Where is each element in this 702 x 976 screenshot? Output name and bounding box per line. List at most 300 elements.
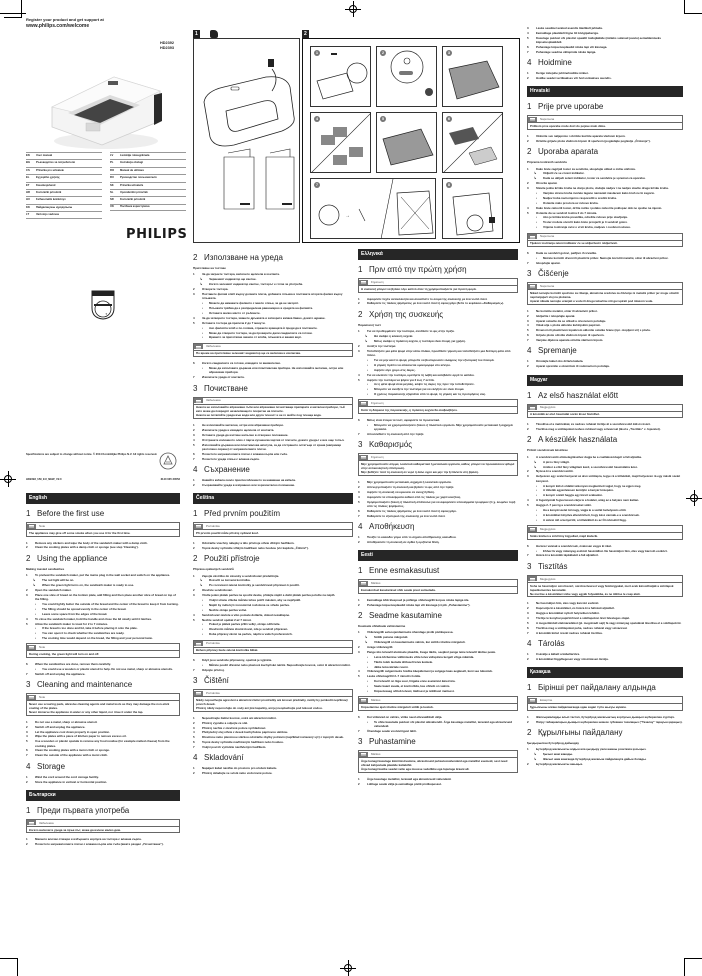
step-item: 2 Hoidke seadet vertikaalses või horisontaalses asendis.: [527, 76, 612, 81]
step-list: [358, 598, 518, 607]
note-box: Забележка Никога не използвайте абразивни гъби или абразивни почистващи препарати и метални прибори, тъй като може да повредят незалепващото покритие на плочите. Никога не потапяйте уреда във вода или друга течност и не го мийте под течаща вода.: [193, 397, 353, 420]
note-icon: [359, 280, 368, 285]
step-list: [193, 541, 353, 550]
language-entry: RO Manual de utilizare: [110, 167, 186, 174]
step-item: 6 Když jsou sendviče připraveny, opatrně je vyjměte.: [193, 658, 272, 663]
step-item: 3 Place one slice of bread on the bottom plate, add filling and then place another slice of bread on top of the filling.: [26, 592, 176, 602]
heading-el-storage: 4 Αποθήκευση: [358, 521, 415, 531]
bullet-item: • You can open it to check whether the sandwiches are ready.: [35, 631, 125, 636]
step-item: 2 Přístroj skladujte ve svislé nebo vodorovné poloze.: [193, 771, 273, 776]
step-list: [193, 361, 353, 379]
step-item: 2 Přístroj vypněte a odpojte ze sítě.: [193, 720, 248, 725]
note-icon: [194, 398, 203, 403]
step-list: [193, 423, 353, 461]
note-icon: [528, 576, 537, 581]
step-item: 6 Ha kész vannak a szendvicsek, óvatosan vegye ki őket.: [527, 543, 612, 548]
bullet-item: • A kenyér szélét hagyja egy kicsit szabadon.: [536, 493, 603, 498]
cover-register-block: [26, 17, 104, 29]
step-list: [527, 26, 683, 54]
heading-cs-before-first-use: 1 Před prvním použitím: [193, 509, 281, 519]
figure-2-box: [302, 38, 520, 243]
step-item: 6 Почистете нагревателните плочи с влажна кърпа или гъба.: [193, 452, 288, 456]
model-1: HD2392: [160, 41, 174, 45]
bullet-item: • Ha a kenyérszelet túl nagy, vágja le a szélét behelyezés előtt.: [536, 508, 627, 512]
subheading: Kuumade võileibade valmistamine: [358, 623, 406, 628]
note-icon: [194, 524, 203, 529]
step-item: 1 Zapojte zástrčku do zásuvky a sendvičovač předehřejte.: [193, 573, 280, 578]
step-item: 1 Махнете всички стикери и избършете корпуса на тостера с влажна кърпа.: [26, 837, 142, 842]
heading-hr-using: 2 Uporaba aparata: [527, 147, 599, 157]
note-box: Märkus Küpsetamise ajal roheline märgutuli süttib ja kustub.: [358, 696, 518, 711]
step-list: [527, 71, 683, 80]
bullet-item: • Можете да намажете филиите с масло отвън, за да не загорят.: [202, 301, 299, 306]
step-item: 1 Ne használjon fém, éles vagy karcoló eszközt.: [527, 601, 600, 606]
step-item: 2 Αποθηκεύστε τη συσκευή σε όρθια ή οριζόντια θέση.: [358, 539, 440, 544]
step-item: 2 Бутерброд жасағышты ашыңыз.: [527, 762, 584, 767]
note-icon: [528, 527, 537, 532]
plug-in-illustration: [311, 47, 371, 107]
figure-1-illustration: [194, 39, 299, 242]
step-item: 6 Kui võileivad on valmis, võtke need ettevaatlikult välja.: [358, 714, 443, 719]
language-entry: EL Εγχειρίδιο χρήσης: [26, 174, 102, 181]
close-lid-illustration: [377, 113, 437, 173]
language-header-english: English: [26, 493, 180, 504]
step-item: 4 Sendvičovač zavřete a víko pomalu dotlačte, dokud nezaklapne.: [193, 612, 290, 617]
bullet-item: • Otevřením můžete zkontrolovat, zda je sendvič připraven.: [202, 627, 289, 632]
heading-hu-cleaning: 3 Tisztítás: [527, 561, 568, 571]
language-header-greek: Ελληνικά: [358, 249, 518, 260]
heading-hr-cleaning: 3 Čišćenje: [527, 269, 569, 279]
bullet-item: • If the bread is too done and lid, take it before placing it onto the plate.: [35, 626, 138, 631]
heading-et-storage: 4 Hoidmine: [527, 58, 572, 68]
registration-mark-left: [0, 471, 16, 487]
heading-using-appliance: 2 Using the appliance: [26, 553, 108, 563]
step-item: 5 Hagyja 2–7 percig a szendvicseket sülni.: [527, 503, 592, 508]
note-icon: [359, 401, 368, 406]
bullet-item: • Μπορείτε να ανοίξετε την τοστιέρα για να ελέγξετε αν είναι έτοιμα.: [367, 387, 465, 392]
step-item: 2 Store the appliance in vertical or horizontal position.: [26, 779, 108, 784]
language-entry: KK Пайдаланушы нұсқаулығы: [26, 204, 102, 211]
heading-hr-before-first-use: 1 Prije prve uporabe: [527, 102, 604, 112]
heading-bg-before-first-use: 1 Преди първата употреба: [26, 805, 130, 815]
step-item: 7 Почистете уреда отвън с влажна кърпа.: [193, 456, 260, 461]
model-numbers: [160, 41, 174, 51]
bullet-item: • Ako je kriška kruha prevelika, odrežite rubove prije stavljanja.: [536, 215, 628, 220]
step-item: 5 Ostavite da se sendvič tostira 2 do 7 minuta.: [527, 210, 598, 215]
step-item: 6 Когато сандвичите са готови, извадете ги внимателно.: [193, 361, 281, 366]
result-item: ↳ Когато зеленият индикатор светне, тостерът е готов за употреба.: [200, 282, 303, 287]
heading-cs-storage: 4 Skladování: [193, 753, 244, 763]
step-list: [26, 541, 180, 550]
step-item: 4 A fogantyúnál fogva lassan zárja le a fedelet, amíg az a helyére nem kattan.: [527, 498, 640, 503]
note-box: Σημείωση Η συσκευή μπορεί να βγάλει λίγο καπνό όταν τη χρησιμοποιήσετε για πρώτη φορά.: [358, 278, 518, 293]
step-item: 4 Αφαιρέστε τα υπολείμματα λαδιού από τις πλάκες με χαρτί κουζίνας.: [358, 494, 462, 499]
note-icon: [194, 641, 203, 646]
result-item: ↳ Süttib punane märgutuli.: [365, 635, 409, 640]
bullet-item: • The filling should be spread evenly in the center of the bread.: [35, 606, 127, 611]
step-item: 1 Ne koristite metalni, oštar ili abrazivni pribor.: [527, 308, 598, 313]
note-icon: [27, 820, 36, 825]
step-item: 3 Hagyja a készüléket nyitott helyzetben lehűlni.: [527, 611, 600, 616]
bullet-item: • Ostavite malo prostora uz rubove kruha.: [536, 200, 599, 205]
language-entry: LV Lietotāja rokasgrāmata: [110, 152, 186, 159]
step-list: [26, 775, 180, 784]
result-item: ↳ Rozsvítí se červená kontrolka.: [200, 578, 251, 583]
language-entry: HU Felhasználói kézikönyv: [26, 196, 102, 203]
step-list: [26, 837, 180, 846]
step-item: 5 Drvenom ili plastičnom lopaticom uklonite ostatke hrane (npr. otopljeni sir) s ploča.: [527, 328, 651, 333]
step-item: 7 Húzza ki a készülék tápkábelét a fali aljzatból.: [527, 553, 599, 558]
preheat-illustration: [443, 47, 503, 107]
figure-panel-1: 1: [310, 46, 371, 107]
step-item: 7 Vnější povrch vyčistěte navlhčeným hadříkem.: [193, 745, 267, 750]
language-entry: SR Korisnički priručnik: [110, 196, 186, 203]
note-icon: [528, 284, 537, 289]
bullet-item: • The cooking time would depend on the bread, the filling and your personal taste.: [35, 636, 153, 641]
step-list: [358, 480, 518, 518]
language-entry: CS Příručka pro uživatele: [26, 167, 102, 174]
figure-label-1: 1: [195, 31, 198, 37]
philips-shield-icon: [91, 290, 115, 320]
step-item: 7 A készülék külső részét nedves ruhával tisztítsa.: [527, 630, 603, 635]
cleaning-illustration: [311, 179, 436, 239]
step-item: 1 Αφαιρέστε τυχόν αυτοκόλλητα και σκουπίστε το σώμα της συσκευής με ένα νωπό πανί.: [358, 296, 488, 301]
bullet-item: • Jätke leiva äärtele ruumi.: [367, 664, 409, 669]
recycle-icon: [158, 451, 178, 471]
step-item: 7 Puhastage seadme välispinda niiske lapiga.: [527, 49, 597, 54]
step-item: 4 Wipe the plates with a piece of kitchen paper to remove excess oil.: [26, 734, 127, 739]
step-item: 3 Přístroj nechte v otevřené poloze vychladnout.: [193, 725, 267, 730]
step-item: 3 Stavite jednu krišku kruha na donju ploču, dodajte nadjev i na nadjev stavite drugu krišku kruha.: [527, 186, 669, 191]
note-box: Märkus Ärge kunagi kasutage küürimisšvamme, abrasiivseid puhastusvahendeid ega metallist esemeid, sest need võivad kahjustada plaatide kattekihti. Ärge kunagi kastke seadet vette ega muusse vedelikku ega loputage kraani all.: [358, 750, 518, 773]
step-item: 1 За да загреете тостера, включете щепсела в контакта.: [193, 272, 280, 277]
step-item: 7 Изключете уреда от контакта.: [193, 375, 245, 380]
step-item: 6 Topné desky vyčistěte navlhčeným hadříkem nebo houbou.: [193, 740, 284, 745]
step-item: 5 Use a wooden or plastic spatula to remove any food residue (for example melted cheese) from the cooking plates.: [26, 739, 170, 748]
figure-panel-5: 5: [376, 112, 437, 173]
step-item: 4 За да затворите тостера, хванете дръжката и затворете капака бавно, докато щракне.: [193, 315, 326, 320]
step-list: [358, 630, 518, 693]
step-item: 4 Přebytečný olej otřete z desek kuchyňskou papírovou utěrkou.: [193, 730, 289, 735]
language-entry: LT Vartotojo vadovas: [26, 211, 102, 218]
heading-et-cleaning: 3 Puhastamine: [358, 737, 416, 747]
step-item: 6 Kada su sendviči gotovi, pažljivo ih izvadite.: [527, 251, 597, 256]
step-list: [527, 251, 683, 265]
note-box: Poznámka Při prvním použití může přístroj vydávat kouř.: [193, 522, 353, 537]
subheading: Making toasted sandwiches: [26, 566, 65, 571]
step-list: [527, 715, 683, 724]
step-item: 6 When the sandwiches are done, remove them carefully.: [26, 662, 111, 667]
note-icon: [27, 645, 36, 650]
step-item: 2 Otevřete sendvičovač.: [193, 588, 233, 593]
step-item: 2 Nyissa ki a szendvicssütőt.: [527, 469, 574, 474]
bullet-item: • Kui leivaviil on liiga suur, lõigake enne asetamist ääred ära.: [367, 679, 456, 684]
bullet-item: • Може да използвате дървена или пластмасова прибори. Не използвайте метални, остри или абразивни прибори.: [202, 366, 344, 375]
subheading: Priprema tostiranih sendviča: [527, 160, 567, 165]
bullet-item: • Täidis tuleb laotada ühtlaselt leiva keskele.: [367, 659, 433, 664]
section-bulgarian-cont: [193, 249, 353, 776]
doc-code: HD2393_UM_EU_NEW_V2.0: [26, 478, 62, 481]
bullet-item: • Може да отворите тостера, за да проверите дали сандвичите са готови.: [202, 330, 313, 335]
note-icon: [359, 698, 368, 703]
note-icon: [528, 698, 537, 703]
step-list: [358, 777, 518, 786]
step-item: 1 Nepoužívejte žádné kovové, ostré ani abrazivní náčiní.: [193, 715, 277, 720]
heading-cs-cleaning: 3 Čištění: [193, 676, 229, 686]
step-list: [527, 652, 683, 661]
registration-mark-bottom: [340, 960, 356, 976]
step-item: 6 Tisztítsa meg a sütőlapokat puha, nedves ruhával vagy szivaccsal.: [527, 625, 628, 630]
language-header-bulgarian: Български: [26, 790, 180, 801]
heading-et-using: 2 Seadme kasutamine: [358, 610, 442, 620]
bullet-item: • A kenyér külső oldalát vékonyan megkenheti vajjal, hogy ne égjen meg.: [536, 483, 642, 488]
step-list: [193, 766, 353, 775]
step-item: 3 Aparat ostavite da se ohladi u otvorenom položaju.: [527, 318, 607, 323]
bullet-item: • Možete koristiti drveni ili plastični pribor. Nemojte koristiti metalni, oštar ili abrazivni pribor.: [536, 256, 669, 260]
step-item: 1 Για να προθερμάνετε την τοστιέρα, συνδέστε το φις στην πρίζα.: [358, 329, 455, 334]
philips-logo: PHILIPS: [126, 227, 188, 242]
bullet-item: • Toster možete otvoriti kako biste provjerili je li sendvič gotov.: [536, 220, 628, 225]
model-2: HD2393: [160, 46, 174, 50]
step-list: [527, 309, 683, 343]
bullet-item: • You could lightly butter the outside of the bread and the center of the bread to keep it from burning.: [35, 601, 179, 606]
step-item: 1 Csévélje a kábelt a kábeltartóra.: [527, 651, 580, 656]
bullet-item: • Nadjev treba ravnomjerno rasporediti u sredini kruha.: [536, 195, 617, 200]
note-box: Megjegyzés Soha ne használjon súrolószert, súrolószivacsot vagy fémtárgyakat, mert ezek károsíthatják a sütőlapok tapadásmentes bevonatát. Ne merítse a készüléket vízbe vagy egyéb folyadékba, és ne öblítse le csap alatt.: [527, 575, 683, 598]
step-item: 7 Iskopčajte aparat.: [527, 260, 561, 265]
bullet-item: • Αν η φέτα ψωμί είναι μεγάλη, κόψτε τις άκρες της πριν την τοποθετήσετε.: [367, 382, 475, 387]
step-item: 1 Kako biste zagrijali toster za sendviče, ukopčajte utikač u zidnu utičnicu.: [527, 166, 636, 171]
welcome-url[interactable]: www.philips.com/welcome: [26, 23, 90, 29]
step-item: 2 A készüléket függőlegesen vagy vízszintesen tárolja.: [527, 656, 609, 661]
heading-cleaning: 3 Cleaning and maintenance: [26, 680, 133, 690]
step-item: 5 Laske võileivagrillil 2–7 minutit röstida.: [358, 674, 421, 679]
step-list: [527, 455, 683, 522]
section-english: [26, 487, 180, 847]
note-box: Märkus Esmakordsel kasutamisel võib seade pisut suitsetada.: [358, 579, 518, 594]
note-box: Napomena Prilikom prve uporabe može doći do pojave malo dima.: [527, 115, 683, 130]
figure-panel-4: 4: [310, 112, 371, 173]
bullet-item: • Vnější stranu chleba můžete lehce potřít máslem, aby se nepřipálil.: [202, 598, 301, 603]
step-item: 2 Switch off and unplug the appliance.: [26, 724, 86, 729]
step-item: 5 Използвайте дървена или пластмасова шпатула, за да отстраните остатъци от храна (например разтопено сирене) от нагревателните плочи.: [193, 442, 342, 452]
doc-number: 3140 035 33552: [160, 478, 180, 481]
language-header-kazakh: Қазақша: [527, 667, 683, 678]
step-item: 1 Uklonite sve naljepnice i obrišite kućište aparata vlažnom krpom.: [527, 133, 626, 138]
bullet-item: • Ако филията хляб е по-голяма, отрежете краищата ѝ преди да я поставите.: [202, 325, 318, 330]
heading-el-cleaning: 3 Καθαρισμός: [358, 440, 413, 450]
register-line: Register your product and get support at: [26, 17, 104, 22]
result-item: ↳ When the green light turns on, the sandwich maker is ready to use.: [33, 582, 135, 587]
legal-footer: Specifications are subject to change without notice. © 2014 Koninklijke Philips N.V. All rights reserved.: [26, 453, 158, 456]
step-item: 3 Αφήστε τη συσκευή να κρυώσει σε ανοιχτή θέση.: [358, 489, 435, 494]
language-entry: BG Ръководство за потребителя: [26, 159, 102, 166]
step-item: 4 Για να κλείσετε την τοστιέρα, κρατήστε τη λαβή και κατεβάστε αργά το καπάκι.: [358, 372, 475, 377]
heading-hu-storage: 4 Tárolás: [527, 638, 565, 648]
figure-panel-8: 8: [442, 178, 503, 239]
step-item: 1 Távolítsa el a matricákat, és nedves ruhával törölje át a szendvicssütő külső részét.: [527, 422, 651, 427]
note-box: Σημείωση Μην χρησιμοποιείτε σύρμα, λειαντικά καθαριστικά ή μεταλλικά εργαλεία, καθώς μπορεί να προκαλέσουν φθορά στην αντικολλητική επίστρωση. Μην βυθίζετε ποτέ τη συσκευή σε νερό ή άλλο υγρό και μην την ξεπλένετε στη βρύση.: [358, 453, 518, 476]
bullet-item: • Vrijeme tostiranja ovisi o vrsti kruha, nadjevu i osobnom ukusu.: [536, 225, 631, 230]
language-list-left: [26, 152, 102, 219]
heading-before-first-use: 1 Before the first use: [26, 509, 105, 518]
place-bread-illustration: [311, 113, 371, 173]
cord-storage-illustration: [443, 179, 503, 239]
step-item: 1 Eemaldage kõik kleepsud ja pühkige võileivagrilli korpus niiske lapiga üle.: [358, 597, 470, 602]
step-item: 7 Ühendage seade vooluvõrgust lahti.: [358, 729, 417, 733]
bullet-item: • Για να μην καεί το ψωμί, μπορείτε να βουτυρώσετε ελαφρώς την εξωτερική του πλευρά.: [367, 357, 495, 362]
result-item: ↳ Kada se uključi zeleni indikator, toster za sendviče je spreman za uporabu.: [534, 176, 646, 181]
heading-el-before-first-use: 1 Πριν από την πρώτη χρήση: [358, 265, 467, 274]
note-icon: [27, 695, 36, 700]
bullet-item: • Náplň by měla být rovnoměrně rozložena ve středu pečiva.: [202, 602, 290, 607]
note-box: Σημείωση Κατά τη διάρκεια της παρασκευής, η πράσινη λυχνία θα αναβοσβήνει.: [358, 399, 518, 414]
step-item: 7 Odpojte přístroj.: [193, 667, 225, 672]
note-box: Note During cooking, the green light will turn on and off.: [26, 643, 180, 658]
result-item: ↳ Po rozsvícení zelené kontrolky je sendvičovač připraven k použití.: [200, 583, 300, 588]
language-list-right: [110, 152, 186, 219]
heading-kk-using: 2 Құрылғыны пайдалану: [527, 727, 623, 737]
crop-mark-bottom-left: [0, 958, 18, 976]
step-item: 1 Τυλίξτε το καλώδιο γύρω από το σημείο αποθήκευσης καλωδίου.: [358, 534, 457, 539]
bullet-item: • Αφήστε λίγο χώρο στις άκρες.: [367, 367, 416, 372]
bullet-item: • Leave some space from the edges of the bread.: [35, 611, 108, 616]
step-item: 5 Allow the sandwich maker to toast for 2 to 7 minutes.: [26, 621, 109, 626]
result-item: ↳ Жасыл шам жанғанда бутерброд жасағыш пайдалануға дайын болады.: [534, 757, 647, 762]
step-item: 1 Ärge kasutage metallist, teravaid ega abrasiivseid vahendeid.: [358, 776, 452, 781]
step-item: 4 Kako biste zatvorili toster, držite ručku i polako zatvorite poklopac dok ne sjedne na mjesto.: [527, 205, 663, 210]
step-item: 2 Καθαρίστε τις πλάκες ψησίματος με ένα νωπό πανί ή σφουγγάρι (δείτε το κεφάλαιο «Καθαρισμός»).: [358, 301, 505, 306]
step-list: [527, 747, 683, 766]
subheading: Příprava opékaných sendvičů: [193, 567, 234, 572]
bullet-item: • Vanjsku stranu kruha možete lagano namazati maslacem kako kruh ne bi zagorio.: [536, 190, 655, 195]
result-item: ↳ Amikor a zöld fény világítani kezd, a szendvicssütő használatra kész.: [534, 464, 638, 469]
section-greek: [358, 249, 518, 787]
subheading: Приготвяне на тостове: [193, 266, 226, 270]
bullet-item: • Оставете малко място от ръбовете.: [202, 310, 261, 315]
bullet-item: • Saate kaant avada, et kontrollida, kas võileib on valmis.: [367, 684, 451, 689]
step-item: 2 Ανοίξτε την τοστιέρα.: [358, 343, 397, 348]
bullet-item: • Плънката трябва да е разпределена равномерно в средата на филията.: [202, 306, 313, 311]
step-item: 3 Поставете филия хляб върху долната плоча, добавете плънка и поставете втората филия върху плънката.: [193, 291, 343, 301]
step-item: 2 Open the sandwich maker.: [26, 587, 72, 592]
step-list: [193, 716, 353, 750]
figure-panel-2: 2: [376, 46, 437, 107]
step-item: 3 Vložte jeden plátek pečiva na spodní desku, přidejte náplň a další plátek pečiva položte na náplň.: [193, 593, 336, 598]
step-item: 3 Оставете уреда да изстине напълно в отворено положение.: [193, 433, 289, 438]
note-box: Megjegyzés A készülék az első használat során kissé füstölhet.: [527, 404, 683, 419]
step-item: 5 Nechte sendvič opékat 2 až 7 minut.: [193, 617, 252, 622]
crop-mark-bottom-right: [684, 958, 702, 976]
step-list: [358, 715, 518, 733]
step-list: [193, 272, 353, 339]
step-item: 7 Αποσυνδέστε τη συσκευή από την πρίζα.: [358, 432, 425, 437]
bullet-item: • Времето за приготвяне зависи от хляба, плънката и вашия вкус.: [202, 335, 302, 340]
step-item: 7 Clean the outside of the appliance with a moist cloth.: [26, 753, 108, 758]
bullet-item: • Küpsetusaeg sõltub leivast, täidisest ja isiklikust maitsest.: [367, 689, 455, 694]
language-entry: PL Instrukcja obsługi: [110, 159, 186, 166]
step-item: 1 A szendvicssütő előmelegítéséhez dugja be a csatlakozódugót a fali aljzatba.: [527, 454, 642, 459]
step-item: 2 Пісіру табақшаларын дымқыл шүберекпен немесе губкамен тазалаңыз ("Тазалау" тарауын қараңыз).: [527, 719, 683, 724]
step-list: [26, 720, 180, 758]
step-item: 2 Lülitage seade välja ja eemaldage pistik pistikupesast.: [358, 781, 442, 786]
bullet-item: • You could use a wooden or plastic utensil to help. Do not use metal, sharp or abrasive utensils.: [35, 666, 173, 671]
step-item: 2 Očistite grijaće ploče vlažnom krpom ili spužvom (pogledajte poglavlje „Čišćenje“).: [527, 138, 651, 143]
step-list: [358, 535, 518, 544]
figure-label-2: 2: [304, 31, 307, 37]
note-icon: [528, 405, 537, 410]
bullet-item: • Ο χρόνος παρασκευής εξαρτάται από το ψωμί, τη γέμιση και τις προτιμήσεις σας.: [367, 392, 486, 397]
heading-et-before-first-use: 1 Enne esmakasutust: [358, 566, 440, 576]
step-item: 6 Grijaće ploče očistite vlažnom krpom ili spužvom.: [527, 333, 605, 338]
bullet-item: • Doba přípravy závisí na pečivu, náplni a vašich preferencích.: [202, 632, 293, 637]
heading-bg-cleaning: 3 Почистване: [193, 383, 248, 393]
step-item: 1 To preheat the sandwich maker, put the mains plug in the wall socket and switch on the appliance.: [26, 573, 171, 578]
bullet-item: • A töltelék egyenletesen kerüljön a kenyér közepére.: [536, 488, 614, 493]
step-item: 5 Αφήστε την τοστιέρα να ψήσει για 2 έως 7 λεπτά.: [358, 377, 435, 382]
note-icon: [359, 752, 368, 757]
remove-sandwich-illustration: [443, 113, 503, 173]
step-item: 1 Не използвайте метални, остри или абразивни прибори.: [193, 423, 284, 428]
heading-bg-using: 2 Използване на уреда: [193, 253, 283, 262]
step-item: 4 Отстранете излишното олио с парче кухненска хартия от плочите, докато уредът е все още топъл.: [193, 437, 345, 442]
unpack-icon: [210, 30, 218, 38]
heading-storage: 4 Storage: [26, 761, 66, 771]
step-list: [26, 573, 180, 640]
step-item: 6 Μόλις είναι έτοιμα τα τοστ, αφαιρέστε τα προσεκτικά.: [358, 418, 440, 423]
subheading: Қыздырылған бутерброд дайындау: [527, 740, 579, 745]
step-item: 1 Бутерброд жасағышты алдын ала қыздыру үшін ашаны розеткаға қосыңыз.: [527, 747, 647, 752]
registration-mark-top: [345, 1, 361, 17]
step-item: 1 Do not use a metal, sharp or abrasive utensil.: [26, 719, 98, 724]
note-box: Note Never use scouring pads, abrasive cleaning agents and metal tools as they may damage the non-stick coating of the plates. Never immerse the appliance in water or any other liquid, nor rinse it under the tap.: [26, 693, 180, 716]
svg-text:✦: ✦: [105, 312, 108, 316]
step-item: 2 Puhastage küpsetusplaadid niiske lapi või käsnaga (vt ptk „Puhastamine“).: [358, 602, 471, 607]
note-box: Note The appliance may give off some smoke when you use it for the first time.: [26, 522, 180, 537]
registration-mark-right: [686, 490, 702, 506]
heading-bg-storage: 4 Съхранение: [193, 465, 250, 475]
note-icon: [359, 455, 368, 460]
language-entry: EN User manual: [26, 152, 102, 159]
language-entry: UK Посібник користувача: [110, 204, 186, 211]
section-estonian-cont: [527, 26, 683, 767]
bullet-item: • Te võite kasutada puidust või plastist abivahendit. Ärge kasutage metallist, teravaid ega abrasiivseid vahendeid.: [367, 719, 513, 729]
step-list: [193, 574, 353, 637]
step-item: 4 To close the sandwich maker, hold the handle and close the lid slowly until it latches.: [26, 616, 152, 621]
step-item: 1 Odstraňte všechny nálepky a tělo přístroje otřete vlhkým hadříkem.: [193, 540, 295, 545]
step-item: 7 Switch off and unplug the appliance.: [26, 671, 86, 676]
step-item: 1 Võileivagrilli eelsoojendamiseks ühendage pistik pistikupessa.: [358, 630, 454, 635]
step-item: 4 Višak ulja s ploča uklonite kuhinjskim papirom.: [527, 323, 601, 328]
step-item: 3 Helyezzen egy szelet kenyeret az alsó sütőlapra, tegye rá a töltelékét, majd helyezzen rá egy másik szelet kenyeret.: [527, 474, 681, 483]
language-entry: HR Korisnički priručnik: [26, 189, 102, 196]
step-item: 5 Χρησιμοποιήστε ξύλινη ή πλαστική σπάτουλα για να αφαιρέσετε υπολείμματα τροφίμων (π.χ. λιωμένο τυρί) από τις πλάκες ψησίματος.: [358, 499, 516, 508]
result-item: ↳ Червеният индикатор ще светне.: [200, 277, 257, 282]
bullet-item: • Η γέμιση πρέπει να απλώνεται ομοιόμορφα στο κέντρο.: [367, 362, 451, 367]
note-icon: [27, 524, 36, 529]
step-item: 2 Изключете уреда и извадете щепсела от контакта.: [193, 428, 275, 433]
note-icon: [359, 581, 368, 586]
bullet-item: • Pokud je plátek pečiva příliš velký, okraje odřízněte.: [202, 622, 281, 627]
bullet-item: • A készüléket kinyitva ellenőrizheti, hogy kész vannak-e a szendvicsek.: [536, 512, 640, 517]
step-item: 1 Навийте кабела около приспособлението за навиване на кабела.: [193, 478, 296, 483]
step-list: [358, 329, 518, 396]
heading-hu-before-first-use: 1 Az első használat előtt: [527, 390, 619, 400]
note-box: Забележка По време на приготвяне зеленият индикатор ще се включва и изключва.: [193, 343, 353, 358]
note-box: Megjegyzés Sütés közben a zöld fény kigyullad, majd kialszik.: [527, 525, 683, 540]
step-item: 2 Съхранявайте уреда в изправено или хоризонтално положение.: [193, 483, 295, 488]
heading-cs-using: 2 Použití přístroje: [193, 554, 260, 564]
